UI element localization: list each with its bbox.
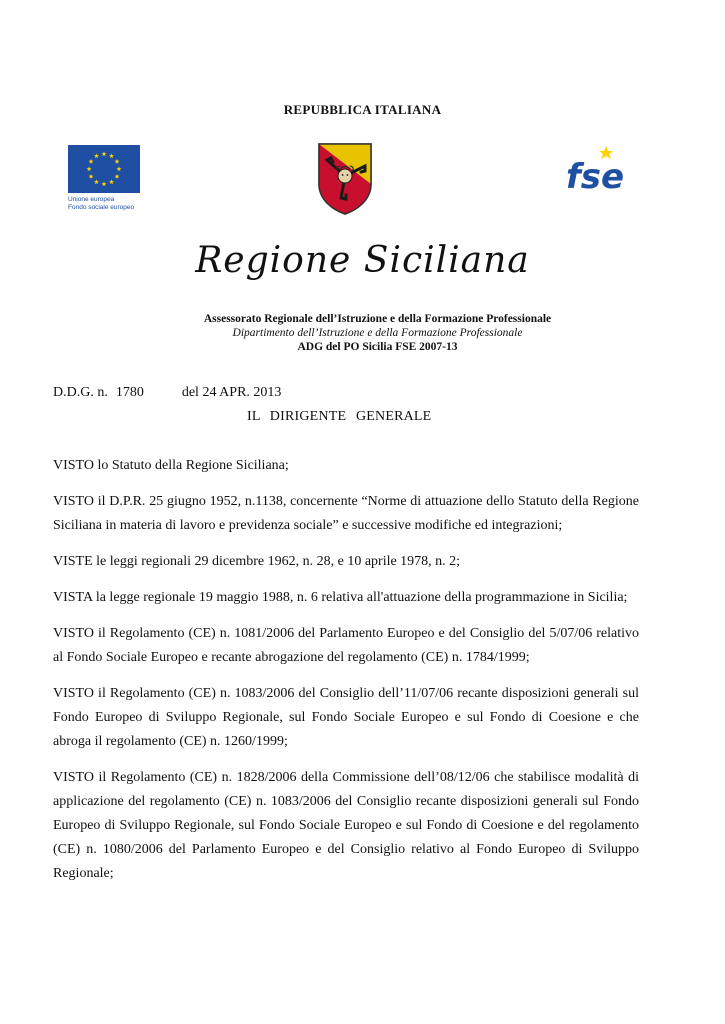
eu-star-icon <box>109 179 114 184</box>
eu-caption-line1: Unione europea <box>68 196 115 203</box>
adg-line: ADG del PO Sicilia FSE 2007-13 <box>297 341 458 353</box>
decree-number: 1780 <box>115 385 144 400</box>
paragraph: VISTO lo Statuto della Regione Siciliana; <box>53 458 289 473</box>
eu-star-icon <box>89 174 94 179</box>
fse-logo-text: fse <box>566 157 625 197</box>
decree-reference <box>53 385 281 401</box>
eu-star-icon <box>117 166 122 171</box>
fse-logo <box>560 140 634 200</box>
paragraph: VISTE le leggi regionali 29 dicembre 1962, n. 28, e 10 aprile 1978, n. 2; <box>53 554 461 569</box>
eu-star-icon <box>115 174 120 179</box>
assessorato-line: Assessorato Regionale dell’Istruzione e della Formazione Professionale <box>203 313 552 325</box>
document-body <box>53 454 639 898</box>
paragraph: VISTO il Regolamento (CE) n. 1828/2006 della Commissione dell’08/12/06 che stabilisce modalità di applicazione del regolamento (CE) n. 1083/2006 del Consiglio recante disposizioni generali sul Fondo Europeo di Sviluppo Regionale, sul Fondo Sociale Europeo e sul Fondo di Coesione e del regolamento (CE) n. 1080/2006 del Parlamento Europeo e del Consiglio relativo al Fondo Europeo di Sviluppo Regionale; <box>53 770 639 881</box>
paragraph: VISTO il Regolamento (CE) n. 1083/2006 del Consiglio dell’11/07/06 recante disposizioni generali sul Fondo Europeo di Sviluppo Regionale, sul Fondo Sociale Europeo e sul Fondo di Coesione e che abroga il regolamento (CE) n. 1260/1999; <box>53 686 639 749</box>
paragraph: VISTO il Regolamento (CE) n. 1081/2006 del Parlamento Europeo e del Consiglio del 5/07/06 relativo al Fondo Sociale Europeo e recante abrogazione del regolamento (CE) n. 1784/1999; <box>53 626 639 665</box>
eu-star-icon <box>109 153 114 158</box>
eu-logo <box>68 145 148 211</box>
eu-star-icon <box>94 153 99 158</box>
eu-caption-line2: Fondo sociale europeo <box>68 203 135 211</box>
dipartimento-line: Dipartimento dell’Istruzione e della Formazione Professionale <box>232 327 523 339</box>
eu-star-icon <box>94 179 99 184</box>
eu-flag-icon <box>68 145 140 193</box>
logo-row <box>0 140 725 220</box>
eu-star-icon <box>115 159 120 164</box>
eu-star-icon <box>102 181 107 186</box>
sicily-crest-icon <box>315 140 375 216</box>
paragraph: VISTO il D.P.R. 25 giugno 1952, n.1138, concernente “Norme di attuazione dello Statuto della Regione Siciliana in materia di lavoro e previdenza sociale” e successive modifiche ed integrazioni; <box>53 494 639 533</box>
region-name: Regione Siciliana <box>195 240 530 281</box>
eu-star-icon <box>89 159 94 164</box>
republic-heading: REPUBBLICA ITALIANA <box>283 102 442 117</box>
eu-caption <box>68 196 148 211</box>
paragraph: VISTA la legge regionale 19 maggio 1988, n. 6 relativa all'attuazione della programmazione in Sicilia; <box>53 590 628 605</box>
decree-label: D.D.G. n. <box>53 385 108 400</box>
decree-date: del 24 APR. 2013 <box>181 385 282 400</box>
eu-star-icon <box>87 166 92 171</box>
department-block <box>0 312 725 354</box>
decree-title: IL DIRIGENTE GENERALE <box>247 409 432 424</box>
eu-star-icon <box>102 151 107 156</box>
